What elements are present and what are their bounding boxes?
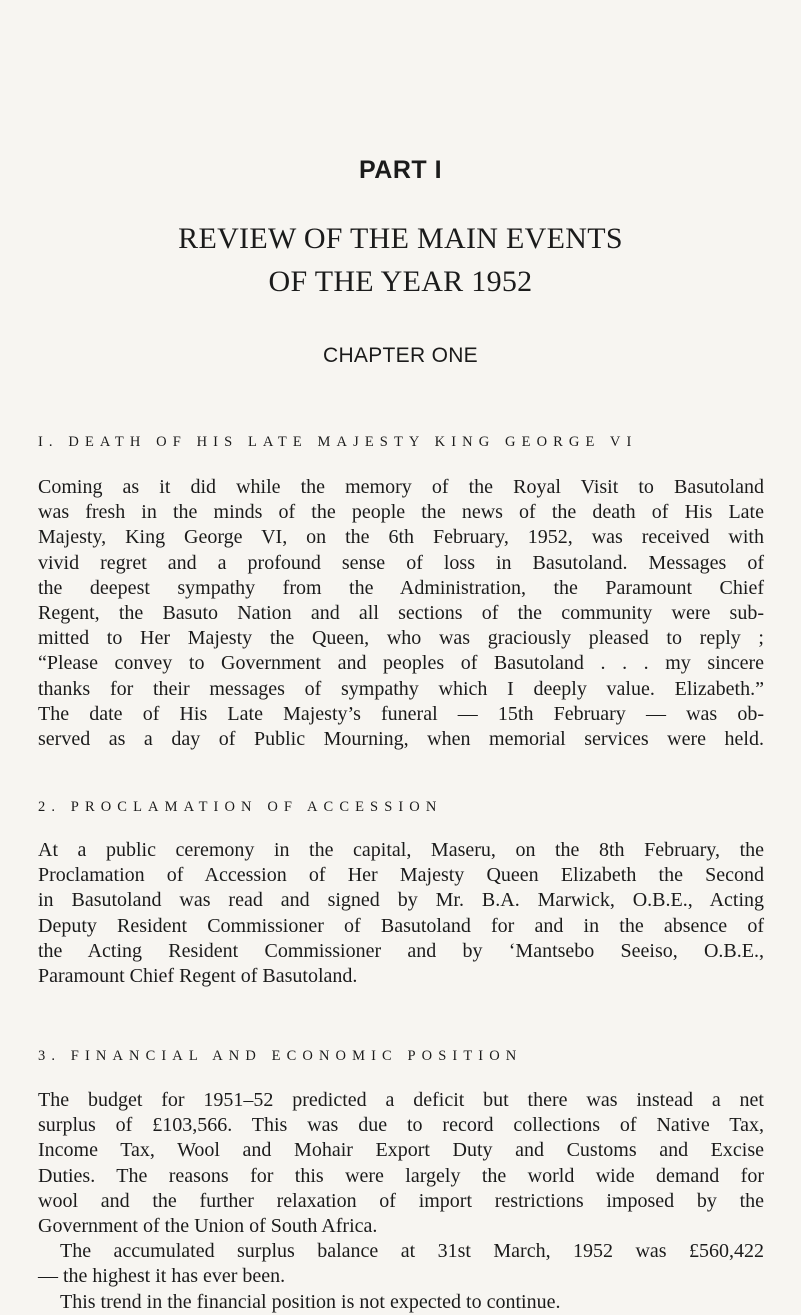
paragraph-line: Coming as it did while the memory of the Royal Visit to Basutoland (38, 476, 764, 498)
paragraph-line: surplus of £103,566. This was due to record collections of Native Tax, (38, 1114, 764, 1137)
main-title-line-2: OF THE YEAR 1952 (268, 265, 533, 298)
paragraph-line: Income Tax, Wool and Mohair Export Duty and Customs and Excise (38, 1139, 764, 1162)
section-paragraph-death-of-king (38, 475, 764, 752)
paragraph-line: mitted to Her Majesty the Queen, who was graciously pleased to reply ; (38, 627, 764, 650)
paragraph-line: vivid regret and a profound sense of loss in Basutoland. Messages of (38, 551, 764, 574)
paragraph-line: — the highest it has ever been. (38, 1265, 286, 1288)
main-title-line-1: REVIEW OF THE MAIN EVENTS (178, 222, 623, 255)
paragraph-line: the Acting Resident Commissioner and by ‘Mantsebo Seeiso, O.B.E., (38, 939, 764, 962)
part-heading: PART I (358, 156, 443, 184)
paragraph-line: Deputy Resident Commissioner of Basutoland for and in the absence of (38, 914, 764, 937)
section-heading-financial: 3. FINANCIAL AND ECONOMIC POSITION (38, 1048, 523, 1064)
paragraph-line: the deepest sympathy from the Administration, the Paramount Chief (38, 576, 764, 599)
section-heading-proclamation: 2. PROCLAMATION OF ACCESSION (38, 799, 443, 815)
section-paragraph-proclamation (38, 838, 764, 989)
paragraph-line: Paramount Chief Regent of Basutoland. (38, 965, 358, 988)
paragraph-line: was fresh in the minds of the people the news of the death of His Late (38, 501, 764, 524)
paragraph-line: The accumulated surplus balance at 31st March, 1952 was £560,422 (60, 1240, 764, 1263)
paragraph-line: in Basutoland was read and signed by Mr. B.A. Marwick, O.B.E., Acting (38, 889, 764, 912)
paragraph-line: served as a day of Public Mourning, when memorial services were held. (38, 728, 764, 751)
section-paragraph-financial (38, 1088, 764, 1315)
section-heading-death-of-king: I. DEATH OF HIS LATE MAJESTY KING GEORGE VI (38, 434, 638, 450)
paragraph-line: Government of the Union of South Africa. (38, 1215, 378, 1238)
paragraph-line: This trend in the financial position is not expected to continue. (60, 1290, 561, 1313)
paragraph-line: Proclamation of Accession of Her Majesty Queen Elizabeth the Second (38, 864, 764, 887)
paragraph-line: thanks for their messages of sympathy which I deeply value. Elizabeth.” (38, 677, 764, 700)
paragraph-line: wool and the further relaxation of import restrictions imposed by the (38, 1189, 764, 1212)
paragraph-line: Majesty, King George VI, on the 6th February, 1952, was received with (38, 526, 764, 549)
paragraph-line: Regent, the Basuto Nation and all sections of the community were sub- (38, 602, 764, 625)
paragraph-line: Duties. The reasons for this were largely the world wide demand for (38, 1164, 764, 1187)
paragraph-line: At a public ceremony in the capital, Maseru, on the 8th February, the (38, 839, 764, 861)
paragraph-line: “Please convey to Government and peoples of Basutoland . . . my sincere (38, 652, 764, 675)
paragraph-line: The date of His Late Majesty’s funeral — 15th February — was ob- (38, 702, 764, 725)
paragraph-line: The budget for 1951–52 predicted a deficit but there was instead a net (38, 1089, 764, 1111)
chapter-heading: CHAPTER ONE (323, 344, 478, 367)
